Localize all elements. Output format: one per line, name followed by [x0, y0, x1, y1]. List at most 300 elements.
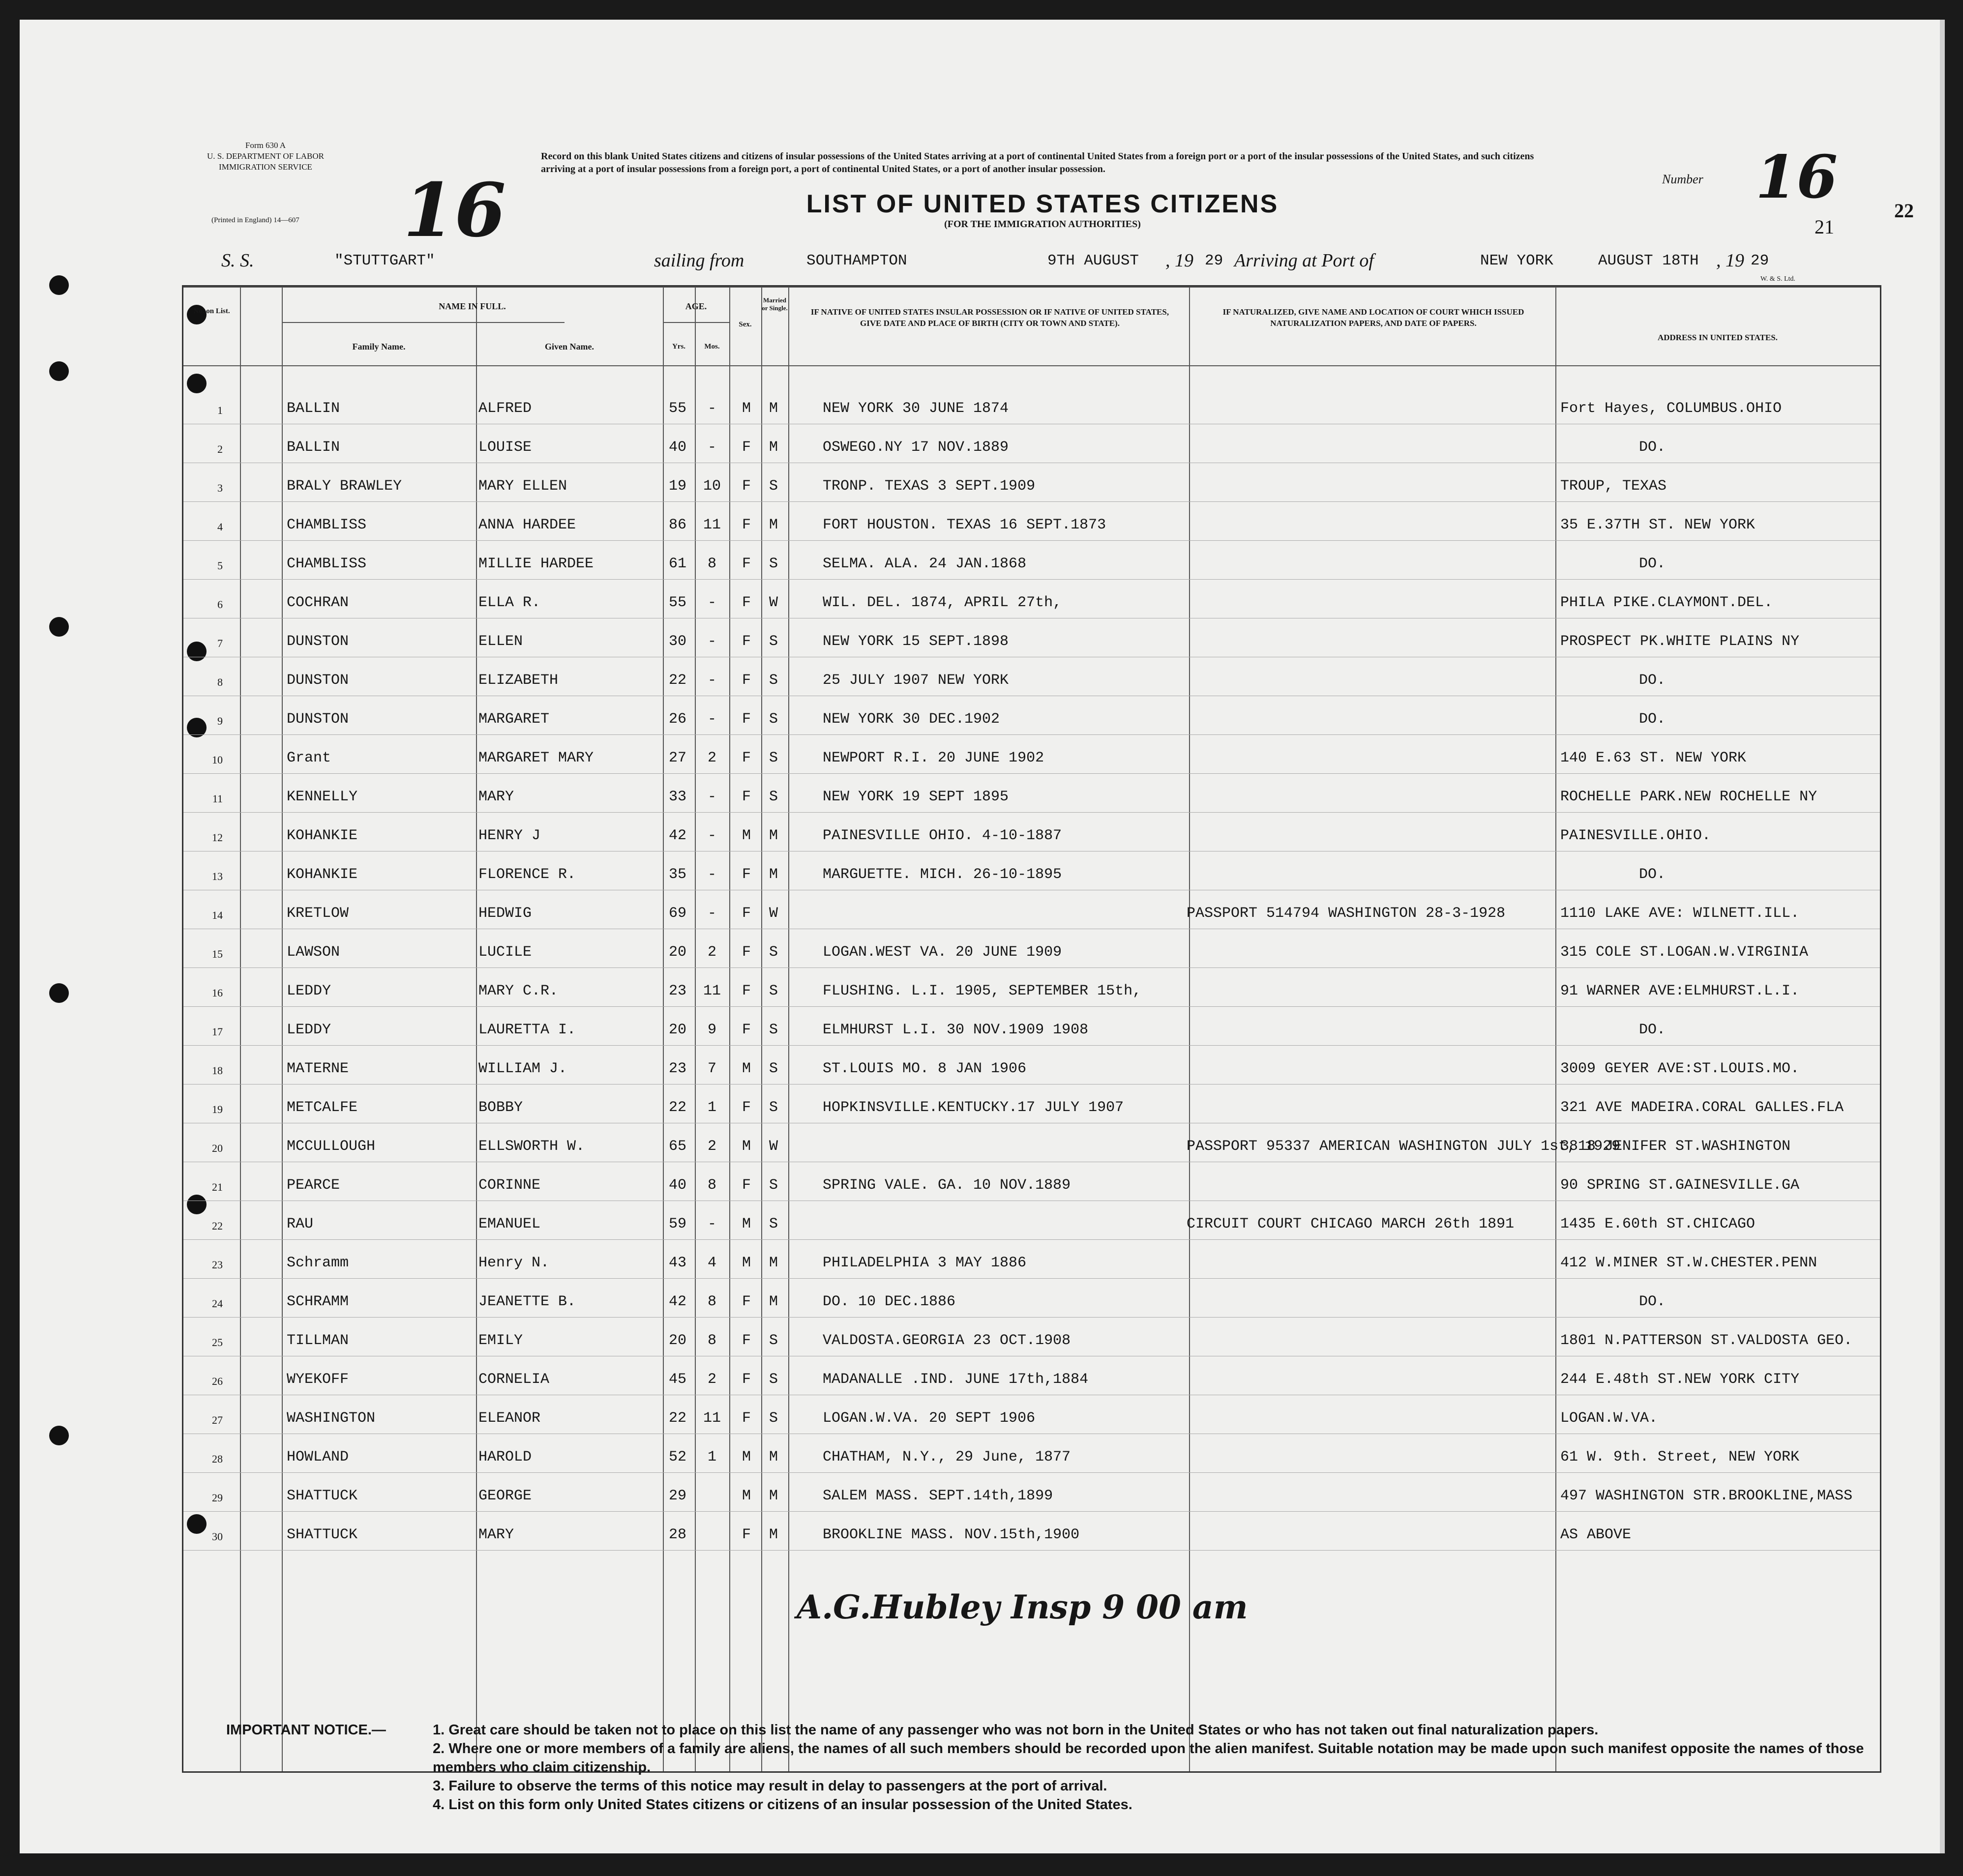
marital-status: S: [769, 1060, 778, 1077]
address: DO.: [1639, 866, 1666, 883]
marital-status: M: [769, 400, 778, 417]
row-number: 20: [212, 1142, 223, 1154]
address: 497 WASHINGTON STR.BROOKLINE,MASS: [1560, 1488, 1853, 1504]
family-name: BRALY BRAWLEY: [287, 478, 402, 495]
age-years: 59: [668, 1216, 686, 1232]
marital-status: M: [769, 1255, 778, 1271]
age-years: 22: [668, 1099, 686, 1116]
age-years: 86: [668, 517, 686, 533]
row-number: 15: [212, 948, 223, 960]
address: 412 W.MINER ST.W.CHESTER.PENN: [1560, 1255, 1817, 1271]
row-number: 4: [217, 521, 223, 533]
table-row: [183, 1511, 1880, 1550]
sailing-from-label: sailing from: [654, 250, 744, 271]
port-from: SOUTHAMPTON: [806, 252, 907, 269]
sex: F: [742, 517, 751, 533]
row-number: 27: [212, 1414, 223, 1426]
sex: M: [742, 1060, 751, 1077]
age-years: 26: [668, 711, 686, 728]
family-name: BALLIN: [287, 439, 340, 456]
arriving-label: Arriving at Port of: [1234, 250, 1374, 271]
given-name: MILLIE HARDEE: [478, 556, 594, 572]
ship-name: "STUTTGART": [334, 252, 435, 269]
table-row: [183, 1045, 1880, 1084]
family-name: SCHRAMM: [287, 1293, 349, 1310]
table-row: [183, 1123, 1880, 1162]
address: 1435 E.60th ST.CHICAGO: [1560, 1216, 1755, 1232]
address: PAINESVILLE.OHIO.: [1560, 827, 1711, 844]
family-name: KENNELLY: [287, 789, 358, 805]
marital-status: S: [769, 1099, 778, 1116]
age-years: 22: [668, 672, 686, 689]
given-name: CORNELIA: [478, 1371, 550, 1388]
punch-hole: [49, 361, 69, 381]
birth-info: VALDOSTA.GEORGIA 23 OCT.1908: [823, 1332, 1071, 1349]
col-given-name: Given Name.: [545, 342, 594, 352]
given-name: BOBBY: [478, 1099, 523, 1116]
ss-label: S. S.: [221, 250, 254, 271]
row-number: 3: [217, 482, 223, 494]
notice-item-3: 3. Failure to observe the terms of this notice may result in delay to passengers at the port of arrival.: [433, 1778, 1107, 1794]
family-name: WYEKOFF: [287, 1371, 349, 1388]
birth-info: 25 JULY 1907 NEW YORK: [823, 672, 1009, 689]
birth-info: FLUSHING. L.I. 1905, SEPTEMBER 15th,: [823, 983, 1142, 999]
age-years: 45: [668, 1371, 686, 1388]
address: DO.: [1639, 556, 1666, 572]
page-subtitle: (FOR THE IMMIGRATION AUTHORITIES): [944, 219, 1141, 230]
year-from: 29: [1205, 252, 1223, 269]
age-months: 11: [703, 1410, 721, 1427]
number-label: Number: [1662, 172, 1703, 186]
sex: F: [742, 750, 751, 766]
marital-status: M: [769, 1293, 778, 1310]
address: DO.: [1639, 672, 1666, 689]
family-name: CHAMBLISS: [287, 517, 367, 533]
marital-status: M: [769, 517, 778, 533]
given-name: EMILY: [478, 1332, 523, 1349]
sex: M: [742, 1216, 751, 1232]
sex: F: [742, 866, 751, 883]
page-title: LIST OF UNITED STATES CITIZENS: [806, 190, 1279, 218]
sex: F: [742, 478, 751, 495]
marital-status: S: [769, 1177, 778, 1194]
given-name: ELEANOR: [478, 1410, 541, 1427]
table-row: [183, 579, 1880, 618]
family-name: DUNSTON: [287, 633, 349, 650]
stamped-page-number: 21: [1814, 216, 1834, 238]
given-name: MARY ELLEN: [478, 478, 567, 495]
age-months: 8: [707, 1177, 716, 1194]
address: TROUP, TEXAS: [1560, 478, 1667, 495]
row-number: 16: [212, 987, 223, 999]
table-row: [183, 890, 1880, 929]
address: 91 WARNER AVE:ELMHURST.L.I.: [1560, 983, 1800, 999]
age-months: 1: [707, 1099, 716, 1116]
address: PHILA PIKE.CLAYMONT.DEL.: [1560, 594, 1773, 611]
birth-info: FORT HOUSTON. TEXAS 16 SEPT.1873: [823, 517, 1106, 533]
age-months: -: [707, 672, 716, 689]
passenger-table: [182, 285, 1881, 1773]
age-months: -: [707, 1216, 716, 1232]
sex: F: [742, 944, 751, 961]
family-name: LEDDY: [287, 983, 331, 999]
table-row: [183, 696, 1880, 734]
form-number: Form 630 A: [245, 141, 286, 150]
age-years: 20: [668, 1332, 686, 1349]
row-number: 29: [212, 1492, 223, 1504]
table-row: [183, 657, 1880, 696]
row-number: 6: [217, 598, 223, 611]
marital-status: S: [769, 1410, 778, 1427]
family-name: SHATTUCK: [287, 1526, 358, 1543]
age-months: 8: [707, 1332, 716, 1349]
age-months: 11: [703, 517, 721, 533]
age-months: 1: [707, 1449, 716, 1466]
row-number: 18: [212, 1064, 223, 1077]
naturalization-info: CIRCUIT COURT CHICAGO MARCH 26th 1891: [1187, 1216, 1515, 1232]
age-months: -: [707, 789, 716, 805]
given-name: ELLEN: [478, 633, 523, 650]
given-name: LUCILE: [478, 944, 532, 961]
inspector-signature: A.G.Hubley Insp 9 00 am: [797, 1588, 1248, 1626]
address: PROSPECT PK.WHITE PLAINS NY: [1560, 633, 1800, 650]
sex: F: [742, 1526, 751, 1543]
given-name: WILLIAM J.: [478, 1060, 567, 1077]
notice-lead: IMPORTANT NOTICE.—: [226, 1722, 386, 1738]
punch-hole: [49, 275, 69, 295]
age-years: 20: [668, 944, 686, 961]
address: 244 E.48th ST.NEW YORK CITY: [1560, 1371, 1800, 1388]
sex: F: [742, 633, 751, 650]
age-months: 2: [707, 944, 716, 961]
notice-item-1: 1. Great care should be taken not to place on this list the name of any passenger who was not born in the United States or who has not taken out final naturalization papers.: [433, 1722, 1599, 1738]
address: DO.: [1639, 1022, 1666, 1038]
given-name: LAURETTA I.: [478, 1022, 576, 1038]
punch-hole: [49, 617, 69, 637]
col-mos: Mos.: [704, 343, 720, 351]
sex: M: [742, 1449, 751, 1466]
given-name: MARY C.R.: [478, 983, 559, 999]
marital-status: S: [769, 983, 778, 999]
family-name: METCALFE: [287, 1099, 358, 1116]
marital-status: S: [769, 633, 778, 650]
table-row: [183, 1356, 1880, 1395]
row-number: 26: [212, 1375, 223, 1387]
row-number: 2: [217, 443, 223, 455]
age-years: 42: [668, 827, 686, 844]
age-years: 33: [668, 789, 686, 805]
family-name: BALLIN: [287, 400, 340, 417]
age-years: 55: [668, 400, 686, 417]
marital-status: S: [769, 1371, 778, 1388]
marital-status: M: [769, 1449, 778, 1466]
port-to: NEW YORK: [1480, 252, 1553, 269]
age-months: 8: [707, 1293, 716, 1310]
age-months: 2: [707, 1371, 716, 1388]
department: U. S. DEPARTMENT OF LABOR: [207, 151, 324, 161]
col-naturalized: IF NATURALIZED, GIVE NAME AND LOCATION OF COURT WHICH ISSUED NATURALIZATION PAPERS, AND DATE OF PAPERS.: [1222, 307, 1524, 328]
age-months: 2: [707, 750, 716, 766]
given-name: MARY: [478, 1526, 514, 1543]
address: DO.: [1639, 439, 1666, 456]
sex: F: [742, 711, 751, 728]
age-months: -: [707, 400, 716, 417]
age-months: -: [707, 711, 716, 728]
row-number: 12: [212, 831, 223, 844]
col-name-in-full: NAME IN FULL.: [439, 301, 506, 311]
family-name: KOHANKIE: [287, 866, 358, 883]
row-number: 30: [212, 1530, 223, 1543]
table-row: [183, 385, 1880, 424]
row-number: 5: [217, 559, 223, 572]
table-row: [183, 851, 1880, 890]
age-years: 43: [668, 1255, 686, 1271]
family-name: RAU: [287, 1216, 314, 1232]
age-months: 8: [707, 556, 716, 572]
punch-hole: [49, 1426, 69, 1445]
family-name: TILLMAN: [287, 1332, 349, 1349]
table-row: [183, 540, 1880, 579]
family-name: HOWLAND: [287, 1449, 349, 1466]
table-row: [183, 1162, 1880, 1201]
year-to: 29: [1751, 252, 1769, 269]
age-years: 23: [668, 1060, 686, 1077]
birth-info: PAINESVILLE OHIO. 4-10-1887: [823, 827, 1062, 844]
family-name: MATERNE: [287, 1060, 349, 1077]
age-years: 29: [668, 1488, 686, 1504]
col-yrs: Yrs.: [672, 343, 686, 351]
birth-info: NEW YORK 15 SEPT.1898: [823, 633, 1009, 650]
col-sex: Sex.: [739, 321, 752, 328]
marital-status: M: [769, 827, 778, 844]
age-months: -: [707, 866, 716, 883]
given-name: JEANETTE B.: [478, 1293, 576, 1310]
marital-status: W: [769, 594, 778, 611]
marital-status: S: [769, 944, 778, 961]
sex: F: [742, 1099, 751, 1116]
sex: F: [742, 983, 751, 999]
table-row: [183, 1434, 1880, 1472]
family-name: DUNSTON: [287, 672, 349, 689]
marital-status: S: [769, 1332, 778, 1349]
family-name: LEDDY: [287, 1022, 331, 1038]
address: 315 COLE ST.LOGAN.W.VIRGINIA: [1560, 944, 1809, 961]
service: IMMIGRATION SERVICE: [219, 162, 312, 172]
family-name: SHATTUCK: [287, 1488, 358, 1504]
given-name: GEORGE: [478, 1488, 532, 1504]
age-years: 19: [668, 478, 686, 495]
family-name: Grant: [287, 750, 331, 766]
sex: F: [742, 1177, 751, 1194]
number-value: 16: [1755, 143, 1838, 212]
sex: F: [742, 1293, 751, 1310]
given-name: CORINNE: [478, 1177, 541, 1194]
row-number: 10: [212, 754, 223, 766]
sex: F: [742, 789, 751, 805]
age-months: -: [707, 594, 716, 611]
sex: M: [742, 1138, 751, 1155]
marital-status: S: [769, 1216, 778, 1232]
table-row: [183, 1239, 1880, 1278]
address: Fort Hayes, COLUMBUS.OHIO: [1560, 400, 1782, 417]
marital-status: M: [769, 439, 778, 456]
age-years: 69: [668, 905, 686, 922]
row-number: 25: [212, 1336, 223, 1348]
given-name: ELIZABETH: [478, 672, 559, 689]
table-row: [183, 501, 1880, 540]
family-name: DUNSTON: [287, 711, 349, 728]
table-row: [183, 424, 1880, 463]
address: 1801 N.PATTERSON ST.VALDOSTA GEO.: [1560, 1332, 1853, 1349]
age-years: 20: [668, 1022, 686, 1038]
sex: F: [742, 439, 751, 456]
sex: F: [742, 1022, 751, 1038]
col-no: No. on List.: [193, 307, 230, 315]
row-number: 8: [217, 676, 223, 688]
row-number: 17: [212, 1026, 223, 1038]
table-row: [183, 618, 1880, 657]
birth-info: NEW YORK 30 DEC.1902: [823, 711, 1000, 728]
marital-status: S: [769, 1022, 778, 1038]
col-family-name: Family Name.: [352, 342, 406, 352]
given-name: Henry N.: [478, 1255, 550, 1271]
address: ROCHELLE PARK.NEW ROCHELLE NY: [1560, 789, 1817, 805]
address: 90 SPRING ST.GAINESVILLE.GA: [1560, 1177, 1800, 1194]
row-number: 28: [212, 1453, 223, 1465]
family-name: PEARCE: [287, 1177, 340, 1194]
birth-info: SPRING VALE. GA. 10 NOV.1889: [823, 1177, 1071, 1194]
table-row: [183, 812, 1880, 851]
table-row: [183, 734, 1880, 773]
sex: F: [742, 1410, 751, 1427]
marital-status: S: [769, 789, 778, 805]
birth-info: MARGUETTE. MICH. 26-10-1895: [823, 866, 1062, 883]
address: DO.: [1639, 1293, 1666, 1310]
family-name: KRETLOW: [287, 905, 349, 922]
notice-item-4: 4. List on this form only United States citizens or citizens of an insular possession of the United States.: [433, 1797, 1132, 1813]
address: DO.: [1639, 711, 1666, 728]
sex: F: [742, 556, 751, 572]
year-from-prefix: , 19: [1165, 250, 1193, 271]
given-name: HAROLD: [478, 1449, 532, 1466]
age-months: 2: [707, 1138, 716, 1155]
birth-info: SELMA. ALA. 24 JAN.1868: [823, 556, 1027, 572]
address: 61 W. 9th. Street, NEW YORK: [1560, 1449, 1800, 1466]
table-row: [183, 463, 1880, 501]
col-address: ADDRESS IN UNITED STATES.: [1657, 333, 1778, 342]
birth-info: ST.LOUIS MO. 8 JAN 1906: [823, 1060, 1027, 1077]
sex: M: [742, 1255, 751, 1271]
marital-status: S: [769, 478, 778, 495]
address: LOGAN.W.VA.: [1560, 1410, 1658, 1427]
marital-status: S: [769, 556, 778, 572]
marital-status: W: [769, 1138, 778, 1155]
birth-info: BROOKLINE MASS. NOV.15th,1900: [823, 1526, 1080, 1543]
marital-status: S: [769, 672, 778, 689]
family-name: MCCULLOUGH: [287, 1138, 376, 1155]
table-row: [183, 1084, 1880, 1123]
sailing-line: [221, 250, 1844, 274]
manifest-page: [20, 20, 1945, 1853]
address: 3009 GEYER AVE:ST.LOUIS.MO.: [1560, 1060, 1800, 1077]
given-name: HENRY J: [478, 827, 541, 844]
age-years: 23: [668, 983, 686, 999]
birth-info: CHATHAM, N.Y., 29 June, 1877: [823, 1449, 1071, 1466]
age-years: 55: [668, 594, 686, 611]
sex: F: [742, 672, 751, 689]
naturalization-info: PASSPORT 514794 WASHINGTON 28-3-1928: [1187, 905, 1506, 922]
table-row: [183, 773, 1880, 812]
age-years: 40: [668, 439, 686, 456]
row-number: 1: [217, 404, 223, 416]
given-name: MARGARET MARY: [478, 750, 594, 766]
age-months: 7: [707, 1060, 716, 1077]
given-name: ELLA R.: [478, 594, 541, 611]
age-years: 28: [668, 1526, 686, 1543]
date-to: AUGUST 18TH: [1598, 252, 1699, 269]
age-years: 61: [668, 556, 686, 572]
birth-info: LOGAN.W.VA. 20 SEPT 1906: [823, 1410, 1036, 1427]
row-number: 9: [217, 715, 223, 727]
form-info: [162, 140, 369, 173]
row-number: 22: [212, 1220, 223, 1232]
table-row: [183, 1201, 1880, 1239]
address: 140 E.63 ST. NEW YORK: [1560, 750, 1747, 766]
birth-info: MADANALLE .IND. JUNE 17th,1884: [823, 1371, 1089, 1388]
sex: M: [742, 1488, 751, 1504]
age-months: 9: [707, 1022, 716, 1038]
family-name: LAWSON: [287, 944, 340, 961]
table-row: [183, 1472, 1880, 1511]
birth-info: NEWPORT R.I. 20 JUNE 1902: [823, 750, 1044, 766]
marital-status: S: [769, 711, 778, 728]
birth-info: OSWEGO.NY 17 NOV.1889: [823, 439, 1009, 456]
age-years: 35: [668, 866, 686, 883]
birth-info: DO. 10 DEC.1886: [823, 1293, 956, 1310]
printer-mark: W. & S. Ltd.: [1760, 275, 1796, 283]
row-number: 13: [212, 870, 223, 882]
sex: F: [742, 594, 751, 611]
age-months: -: [707, 439, 716, 456]
birth-info: LOGAN.WEST VA. 20 JUNE 1909: [823, 944, 1062, 961]
given-name: HEDWIG: [478, 905, 532, 922]
age-months: -: [707, 827, 716, 844]
age-years: 40: [668, 1177, 686, 1194]
handwritten-list-number: 16: [403, 167, 506, 254]
record-instructions: Record on this blank United States citizens and citizens of insular possessions of the United States arriving at a port of continental United States from a foreign port or a port of the insular possessions of the United States, and such citizens arriving at a port of insular possessions from a foreign port, a port of continental United States, or a port of another insular possession.: [541, 151, 1534, 175]
age-months: 4: [707, 1255, 716, 1271]
birth-info: HOPKINSVILLE.KENTUCKY.17 JULY 1907: [823, 1099, 1124, 1116]
age-years: 30: [668, 633, 686, 650]
marital-status: W: [769, 905, 778, 922]
given-name: ALFRED: [478, 400, 532, 417]
family-name: WASHINGTON: [287, 1410, 376, 1427]
col-birth: IF NATIVE OF UNITED STATES INSULAR POSSESSION OR IF NATIVE OF UNITED STATES, GIVE DATE AND PLACE OF BIRTH (CITY OR TOWN AND STATE).: [810, 307, 1169, 328]
marital-status: M: [769, 866, 778, 883]
marital-status: M: [769, 1526, 778, 1543]
birth-info: NEW YORK 19 SEPT 1895: [823, 789, 1009, 805]
col-married-single: Married or Single.: [762, 296, 788, 312]
address: 1110 LAKE AVE: WILNETT.ILL.: [1560, 905, 1800, 922]
sex: F: [742, 1371, 751, 1388]
birth-info: NEW YORK 30 JUNE 1874: [823, 400, 1009, 417]
age-years: 42: [668, 1293, 686, 1310]
given-name: EMANUEL: [478, 1216, 541, 1232]
marital-status: M: [769, 1488, 778, 1504]
age-years: 52: [668, 1449, 686, 1466]
table-row: [183, 1278, 1880, 1317]
col-age: AGE.: [685, 301, 707, 311]
